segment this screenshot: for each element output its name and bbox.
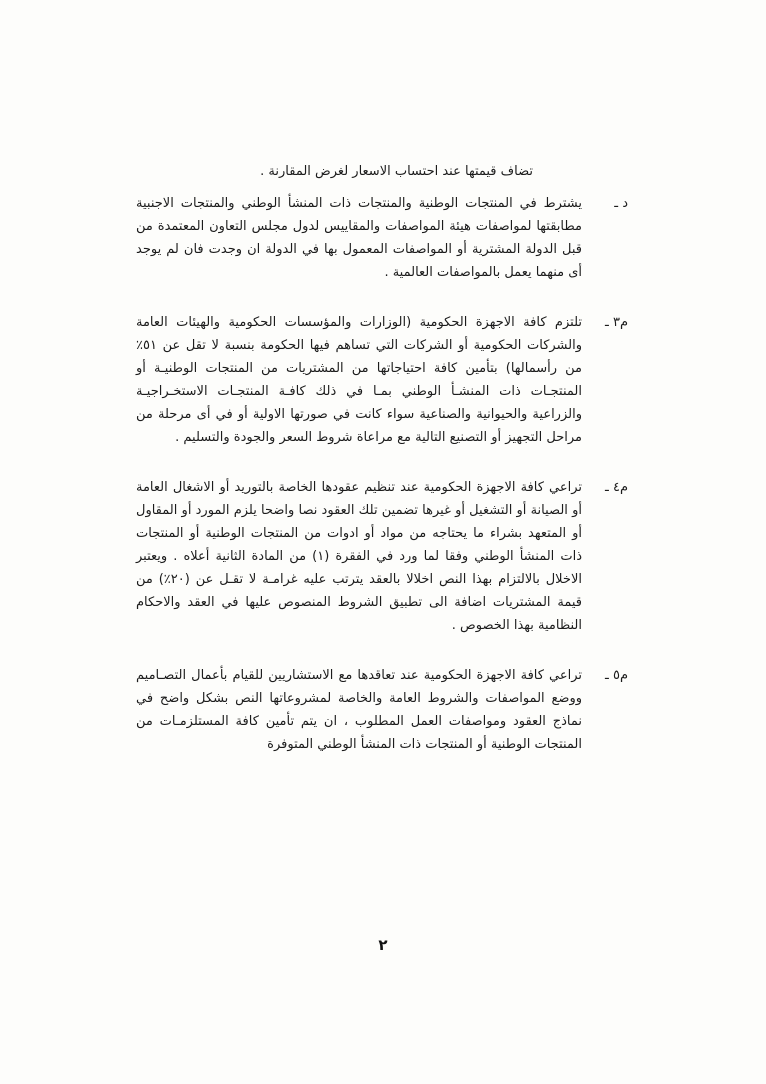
clause-m5 [136,664,628,756]
clause-d-text: يشترط في المنتجات الوطنية والمنتجات ذات المنشأ الوطني والمنتجات الاجنبية مطابقتها لمواصفات هيئة المواصفات والمقاييس لدول مجلس التعاون المعتمدة من قبل الدولة المشترية أو المواصفات المعمول بها في الدولة ان وجدت فان لم يوجد أى منهما يعمل بالمواصفات العالمية . [136,196,582,280]
clause-m5-label: م٥ ـ [605,668,628,683]
page-number: ٢ [378,936,388,954]
document-body [136,160,628,756]
clause-m3-label: م٣ ـ [605,315,628,330]
clause-d [136,192,628,284]
clause-d-label: د ـ [614,196,628,211]
clause-m4-text: تراعي كافة الاجهزة الحكومية عند تنظيم عقودها الخاصة بالتوريد أو الاشغال العامة أو الصيانة أو التشغيل أو غيرها تضمين تلك العقود نصا واضحا يلزم المورد أو المقاول أو المتعهد بشراء ما يحتاجه من مواد أو ادوات من المنتجات الوطنية أو المنتجات ذات المنشأ الوطني وفقا لما ورد في الفقرة (١) من المادة الثانية أعلاه . ويعتبر الاخلال بالالتزام بهذا النص اخلالا بالعقد يترتب عليه غرامـة لا تقـل عن (٢٠٪) من قيمة المشتريات اضافة الى تطبيق الشروط المنصوص عليها في العقد والاحكام النظامية بهذا الخصوص . [136,480,582,633]
clause-m4-label: م٤ ـ [605,480,628,495]
clause-m3 [136,311,628,449]
clause-m4 [136,476,628,637]
paragraph-continuation-line: تضاف قيمتها عند احتساب الاسعار لغرض المقارنة . [260,164,533,179]
clause-m5-text: تراعي كافة الاجهزة الحكومية عند تعاقدها مع الاستشاريين للقيام بأعمال التصـاميم ووضع المواصفات والشروط العامة والخاصة لمشروعاتها النص بشكل واضح في نماذج العقود ومواصفات العمل المطلوب ، ان يتم تأمين كافة المستلزمـات من المنتجات الوطنية أو المنتجات ذات المنشأ الوطني المتوفرة [136,668,582,752]
clause-m3-text: تلتزم كافة الاجهزة الحكومية (الوزارات والمؤسسات الحكومية والهيئات العامة والشركات الحكومية أو الشركات التي تساهم فيها الحكومة بنسبة لا تقل عن ٥١٪ من رأسمالها) بتأمين كافة احتياجاتها من المشتريات من المنتجات الوطنيـة أو المنتجـات ذات المنشـأ الوطني بمـا في ذلك كافـة المنتجـات الاستخـراجيـة والزراعية والحيوانية والصناعية سواء كانت في صورتها الاولية أو في أى مرحلة من مراحل التجهيز أو التصنيع التالية مع مراعاة شروط السعر والجودة والتسليم . [136,315,582,445]
